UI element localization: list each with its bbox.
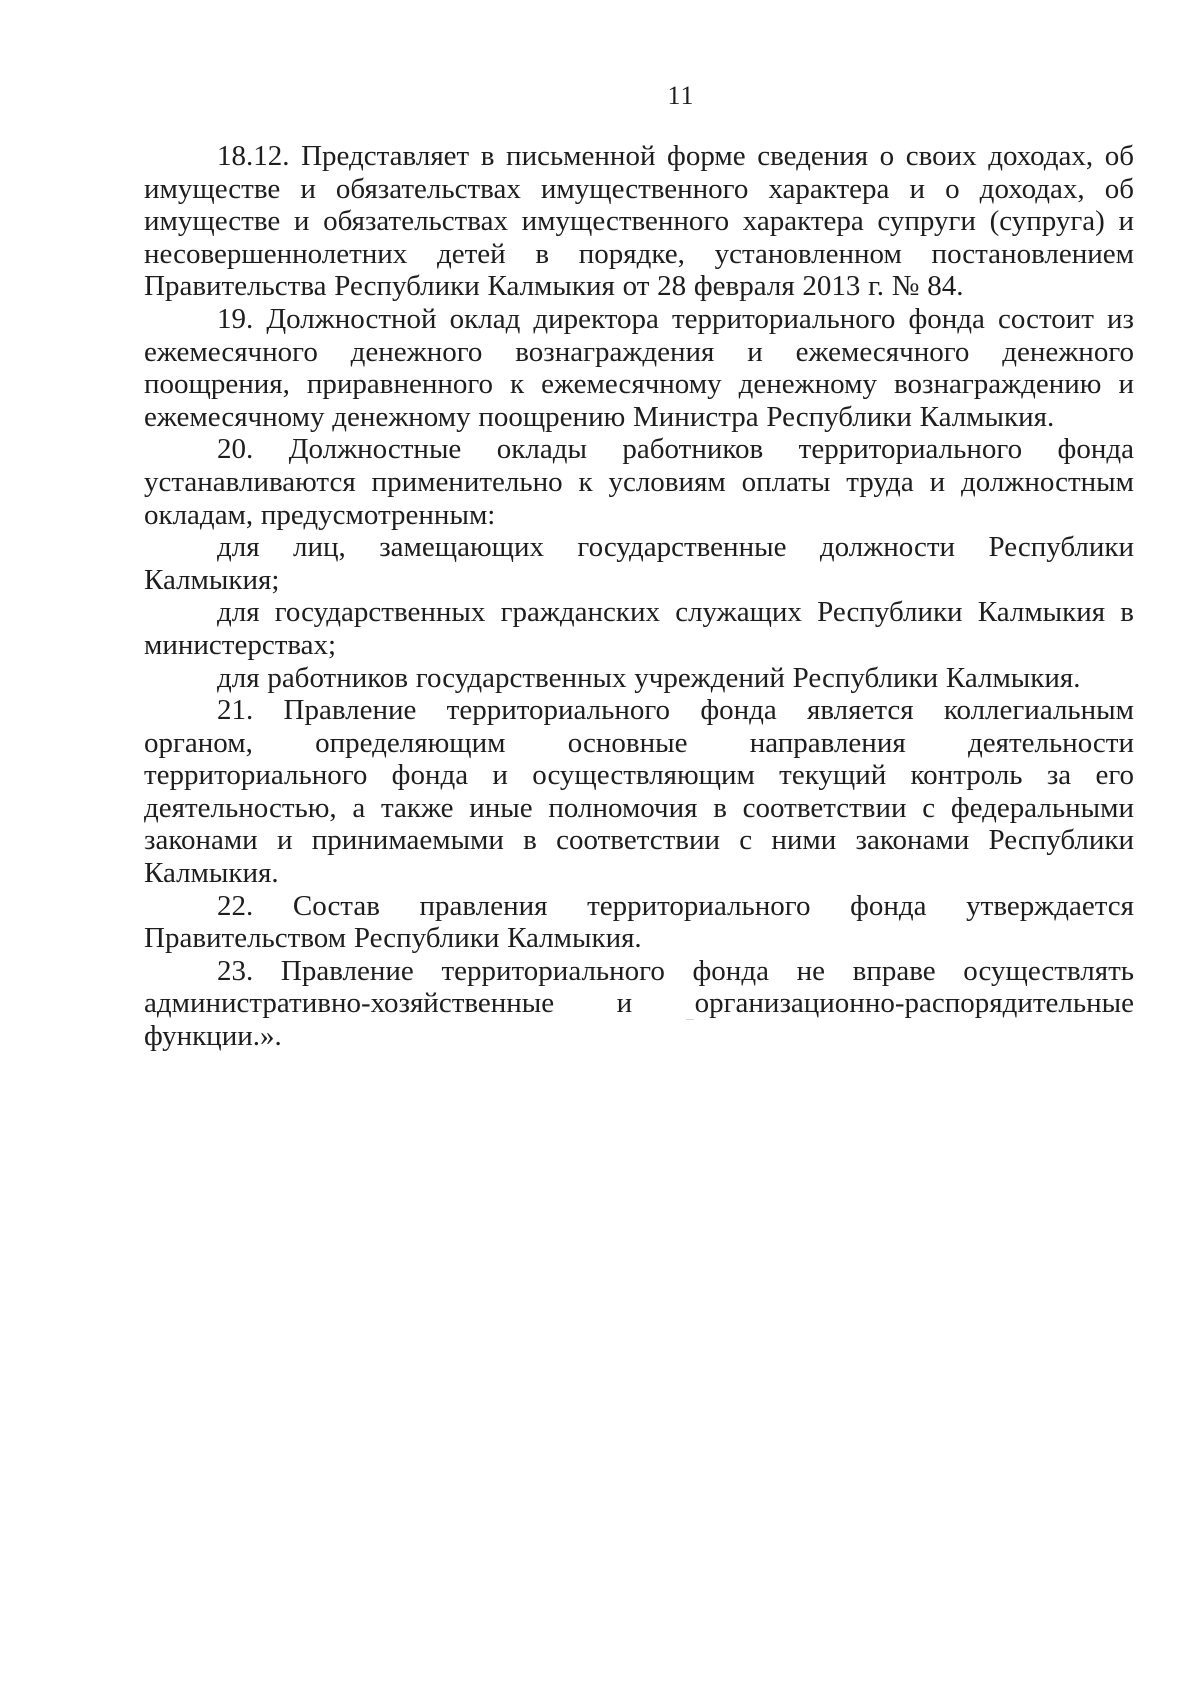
paragraph-20-item-2: для государственных гражданских служащих Республики Калмыкия в министерствах; bbox=[144, 596, 1134, 661]
page-number: 11 bbox=[667, 81, 695, 110]
document-body bbox=[144, 140, 1134, 1053]
paragraph-20-item-3: для работников государственных учреждений Республики Калмыкия. bbox=[217, 661, 1081, 694]
paragraph-22: 22. Состав правления территориального фонда утверждается Правительством Республики Калмыкия. bbox=[144, 889, 1134, 955]
paragraph-21: 21. Правление территориального фонда является коллегиальным органом, определяющим основные направления деятельности территориального фонда и осуществляющим текущий контроль за его деятельностью, а также иные полномочия в соответствии с федеральными законами и принимаемыми в соответствии с ними законами Республики Калмыкия. bbox=[144, 694, 1134, 890]
paragraph-20: 20. Должностные оклады работников территориального фонда устанавливаются применительно к условиям оплаты труда и должностным окладам, предусмотренным: bbox=[144, 433, 1134, 531]
paragraph-19: 19. Должностной оклад директора территориального фонда состоит из ежемесячного денежного вознаграждения и ежемесячного денежного поощрения, приравненного к ежемесячному денежному вознаграждению и ежемесячному денежному поощрению Министра Республики Калмыкия. bbox=[144, 302, 1134, 433]
paragraph-23: 23. Правление территориального фонда не вправе осуществлять административно-хозяйственные и организационно-распорядительные функции.». bbox=[144, 954, 1134, 1053]
scan-speck bbox=[686, 1019, 694, 1020]
paragraph-20-item-1: для лиц, замещающих государственные должности Республики Калмыкия; bbox=[144, 531, 1134, 596]
paragraph-18-12: 18.12. Представляет в письменной форме сведения о своих доходах, об имуществе и обязательствах имущественного характера и о доходах, об имуществе и обязательствах имущественного характера супруги (супруга) и несовершеннолетних детей в порядке, установленном постановлением Правительства Республики Калмыкия от 28 февраля 2013 г. № 84. bbox=[144, 140, 1134, 303]
